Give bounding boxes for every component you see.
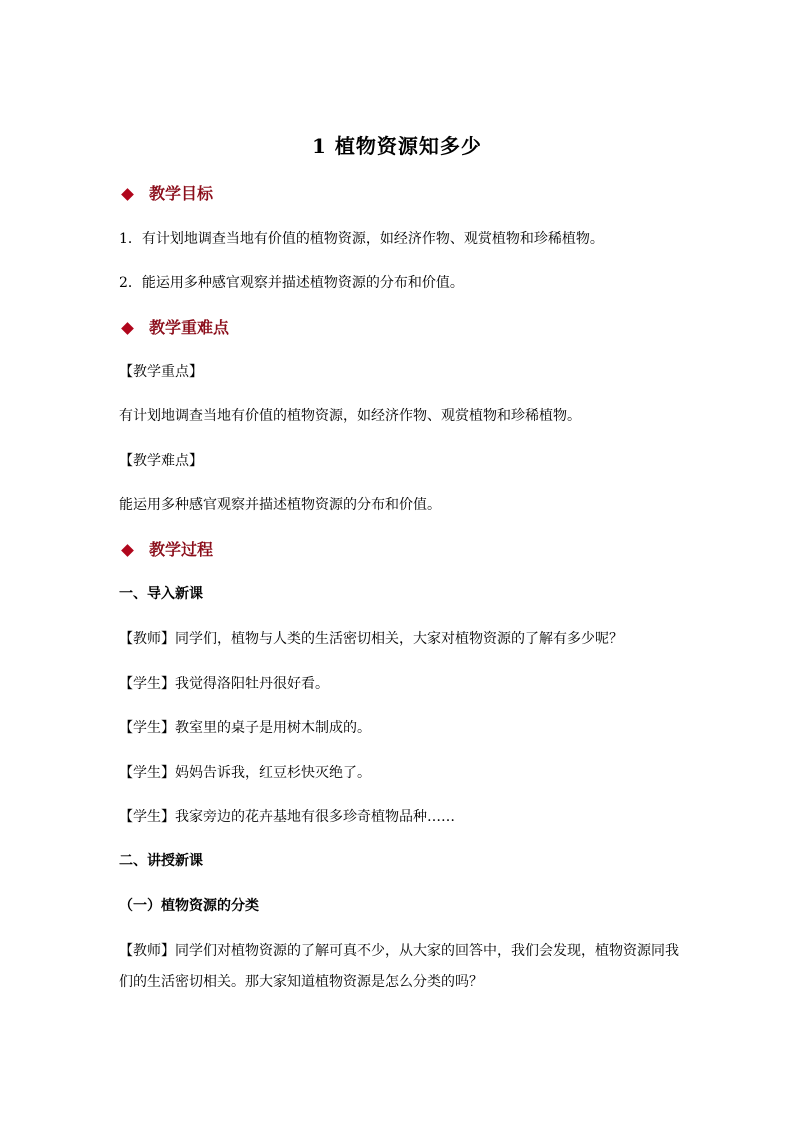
subsection-1-title: （一）植物资源的分类 bbox=[119, 898, 259, 914]
part2-title: 二、讲授新课 bbox=[119, 853, 203, 869]
part1-title: 一、导入新课 bbox=[119, 586, 203, 602]
student-line-4: 【学生】我家旁边的花卉基地有很多珍奇植物品种…… bbox=[119, 809, 455, 825]
document-title: 1 植物资源知多少 bbox=[312, 134, 482, 158]
student-line-1: 【学生】我觉得洛阳牡丹很好看。 bbox=[119, 676, 329, 692]
student-line-2: 【学生】教室里的桌子是用树木制成的。 bbox=[119, 720, 371, 736]
difficulty-label: 【教学难点】 bbox=[119, 453, 203, 469]
section-heading-label: 教学过程 bbox=[149, 540, 214, 559]
diamond-bullet-icon bbox=[121, 188, 134, 201]
focus-text: 有计划地调查当地有价值的植物资源，如经济作物、观赏植物和珍稀植物。 bbox=[119, 408, 581, 424]
section-heading-key-points bbox=[121, 317, 229, 339]
teacher-line-2b: 们的生活密切相关。那大家知道植物资源是怎么分类的吗？ bbox=[119, 974, 483, 990]
student-line-3: 【学生】妈妈告诉我，红豆杉快灭绝了。 bbox=[119, 765, 371, 781]
teacher-line-1: 【教师】同学们，植物与人类的生活密切相关，大家对植物资源的了解有多少呢？ bbox=[119, 631, 623, 647]
goal-item-1: 1．有计划地调查当地有价值的植物资源，如经济作物、观赏植物和珍稀植物。 bbox=[119, 231, 604, 247]
difficulty-text: 能运用多种感官观察并描述植物资源的分布和价值。 bbox=[119, 497, 441, 513]
section-heading-label: 教学目标 bbox=[149, 184, 214, 203]
focus-label: 【教学重点】 bbox=[119, 364, 203, 380]
section-heading-process bbox=[121, 539, 213, 561]
section-heading-goals bbox=[121, 183, 213, 205]
section-heading-label: 教学重难点 bbox=[149, 318, 230, 337]
diamond-bullet-icon bbox=[121, 544, 134, 557]
goal-item-2: 2．能运用多种感官观察并描述植物资源的分布和价值。 bbox=[119, 275, 464, 291]
teacher-line-2a: 【教师】同学们对植物资源的了解可真不少，从大家的回答中，我们会发现，植物资源同我 bbox=[119, 943, 679, 959]
diamond-bullet-icon bbox=[121, 322, 134, 335]
